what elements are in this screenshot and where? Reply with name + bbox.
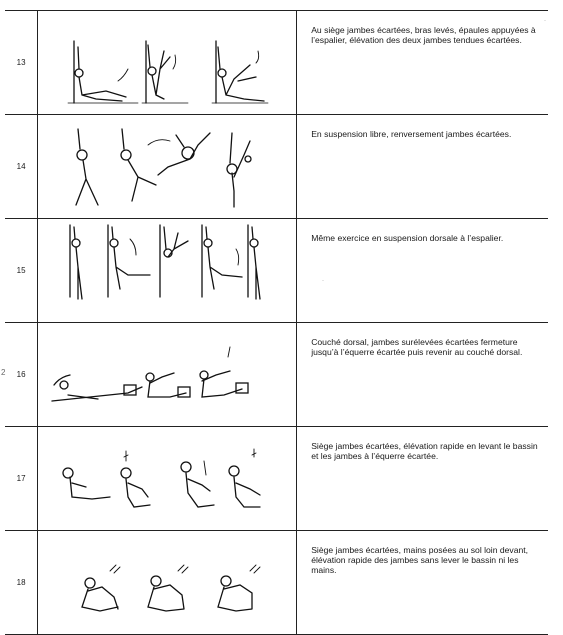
exercise-description: Couché dorsal, jambes surélevées écartées fermeture jusqu’à l’équerre écartée puis revenir au couché dorsal. [297, 323, 548, 427]
exercise-row [5, 115, 548, 219]
exercise-row [5, 219, 548, 323]
figure-sequence-18 [38, 531, 296, 634]
speck: · [544, 18, 546, 24]
exercise-row [5, 531, 548, 635]
exercise-table [5, 10, 548, 635]
exercise-row [5, 11, 548, 115]
exercise-number: 13 [5, 11, 38, 115]
exercise-description: Au siège jambes écartées, bras levés, épaules appuyées à l’espalier, élévation des deux jambes tendues écartées. [297, 11, 548, 115]
exercise-description: Même exercice en suspension dorsale à l’espalier. [297, 219, 548, 323]
exercise-description: Siège jambes écartées, élévation rapide en levant le bassin et les jambes à l’équerre écartée. [297, 427, 548, 531]
exercise-number: 18 [5, 531, 38, 635]
speck: · [322, 278, 324, 284]
exercise-number: 16 [5, 323, 38, 427]
exercise-illustration [38, 219, 297, 323]
exercise-illustration [38, 531, 297, 635]
figure-sequence-14 [38, 115, 296, 218]
exercise-illustration [38, 427, 297, 531]
exercise-row [5, 427, 548, 531]
exercise-number: 15 [5, 219, 38, 323]
exercise-description: Siège jambes écartées, mains posées au sol loin devant, élévation rapide des jambes sans lever le bassin ni les mains. [297, 531, 548, 635]
exercise-number: 17 [5, 427, 38, 531]
figure-sequence-15 [38, 219, 296, 322]
exercise-row [5, 323, 548, 427]
figure-sequence-16 [38, 323, 296, 426]
exercise-illustration [38, 115, 297, 219]
exercise-illustration [38, 323, 297, 427]
figure-sequence-13 [38, 11, 296, 114]
exercise-illustration [38, 11, 297, 115]
figure-sequence-17 [38, 427, 296, 530]
exercise-number: 14 [5, 115, 38, 219]
exercise-description: En suspension libre, renversement jambes écartées. [297, 115, 548, 219]
margin-mark: 2 [1, 368, 6, 377]
